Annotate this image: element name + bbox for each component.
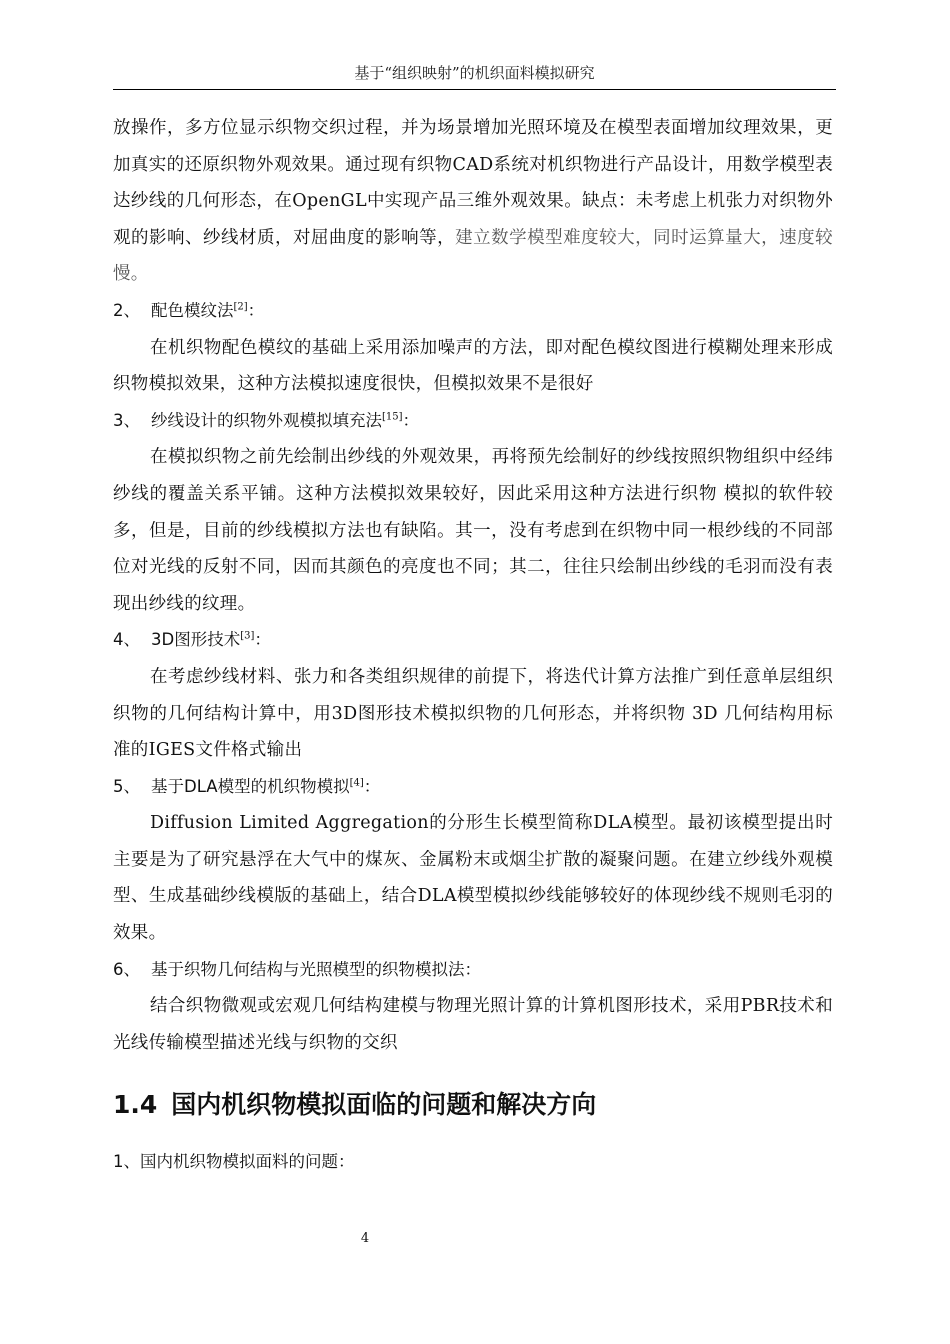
heading-colon: ： (363, 776, 381, 796)
citation-ref[interactable]: [4] (349, 777, 364, 789)
method-number: 5、 (113, 776, 140, 796)
running-header: 基于“组织映射”的机织面料模拟研究 (354, 64, 595, 82)
subsection-title: 国内机织物模拟面料的问题： (140, 1152, 355, 1172)
method-title: 纱线设计的织物外观模拟填充法 (151, 410, 382, 430)
intro-text: 放操作，多方位显示织物交织过程，并为场景增加光照环境及在模型表面增加纹理效果，更加真实的还原织物外观效果。通过现有织物CAD系统对机织物进行产品设计，用数学模型表达纱线的几何形态，在OpenGL中实现产品三维外观效果。缺点：未考虑上机张力对织物外观的影响、纱线材质，对屈曲度的影响等， (113, 118, 833, 248)
page-body (113, 110, 833, 1177)
method-heading-2 (113, 293, 833, 330)
method-body-6: 结合织物微观或宏观几何结构建模与物理光照计算的计算机图形技术，采用PBR技术和光线传输模型描述光线与织物的交织 (113, 996, 833, 1053)
section-number: 1.4 (113, 1090, 158, 1120)
method-heading-6 (113, 952, 833, 989)
method-title: 3D图形技术 (151, 630, 241, 650)
method-title: 基于织物几何结构与光照模型的织物模拟法 (151, 959, 465, 979)
method-heading-4 (113, 622, 833, 659)
method-heading-3 (113, 403, 833, 440)
method-heading-5 (113, 769, 833, 806)
method-body-4: 在考虑纱线材料、张力和各类组织规律的前提下，将迭代计算方法推广到任意单层组织织物的几何结构计算中，用3D图形技术模拟织物的几何形态，并将织物 3D 几何结构用标准的IGES文件格式输出 (113, 666, 833, 761)
section-title: 国内机织物模拟面临的问题和解决方向 (171, 1090, 597, 1120)
subsection-heading (113, 1147, 833, 1177)
heading-colon: ： (402, 410, 420, 430)
method-number: 4、 (113, 630, 140, 650)
heading-colon: ： (254, 630, 271, 650)
intro-paragraph (113, 110, 833, 293)
citation-ref[interactable]: [2] (233, 301, 248, 313)
section-heading (113, 1085, 833, 1125)
header-rule (113, 89, 836, 90)
heading-colon: ： (464, 959, 481, 979)
method-title: 基于DLA模型的机织物模拟 (151, 776, 350, 796)
method-body-2: 在机织物配色模纹的基础上采用添加噪声的方法，即对配色模纹图进行模糊处理来形成织物模拟效果，这种方法模拟速度很快，但模拟效果不是很好 (113, 337, 833, 395)
method-title: 配色模纹法 (151, 300, 234, 320)
intro-text-muted: 建立数学模型难度较大，同时运算量大，速度较慢。 (113, 227, 833, 285)
method-number: 3、 (113, 410, 140, 430)
citation-ref[interactable]: [15] (382, 411, 403, 423)
subsection-number: 1、 (113, 1152, 140, 1172)
method-body-5: Diffusion Limited Aggregation的分形生长模型简称DLA模型。最初该模型提出时主要是为了研究悬浮在大气中的煤灰、金属粉末或烟尘扩散的凝聚问题。在建立纱线外观模型、生成基础纱线模版的基础上，结合DLA模型模拟纱线能够较好的体现纱线不规则毛羽的效果。 (113, 813, 833, 944)
page-number: 4 (360, 1231, 370, 1246)
method-number: 6、 (113, 959, 140, 979)
method-number: 2、 (113, 300, 140, 320)
heading-colon: ： (247, 300, 265, 320)
method-body-3: 在模拟织物之前先绘制出纱线的外观效果，再将预先绘制好的纱线按照织物组织中经纬纱线的覆盖关系平铺。这种方法模拟效果较好，因此采用这种方法进行织物 模拟的软件较多，但是，目前的纱线模拟方法也有缺陷。其一，没有考虑到在织物中同一根纱线的不同部位对光线的反射不同，因而其颜色的亮度也不同；其二，往往只绘制出纱线的毛羽而没有表现出纱线的纹理。 (113, 447, 833, 614)
citation-ref[interactable]: [3] (240, 630, 255, 642)
